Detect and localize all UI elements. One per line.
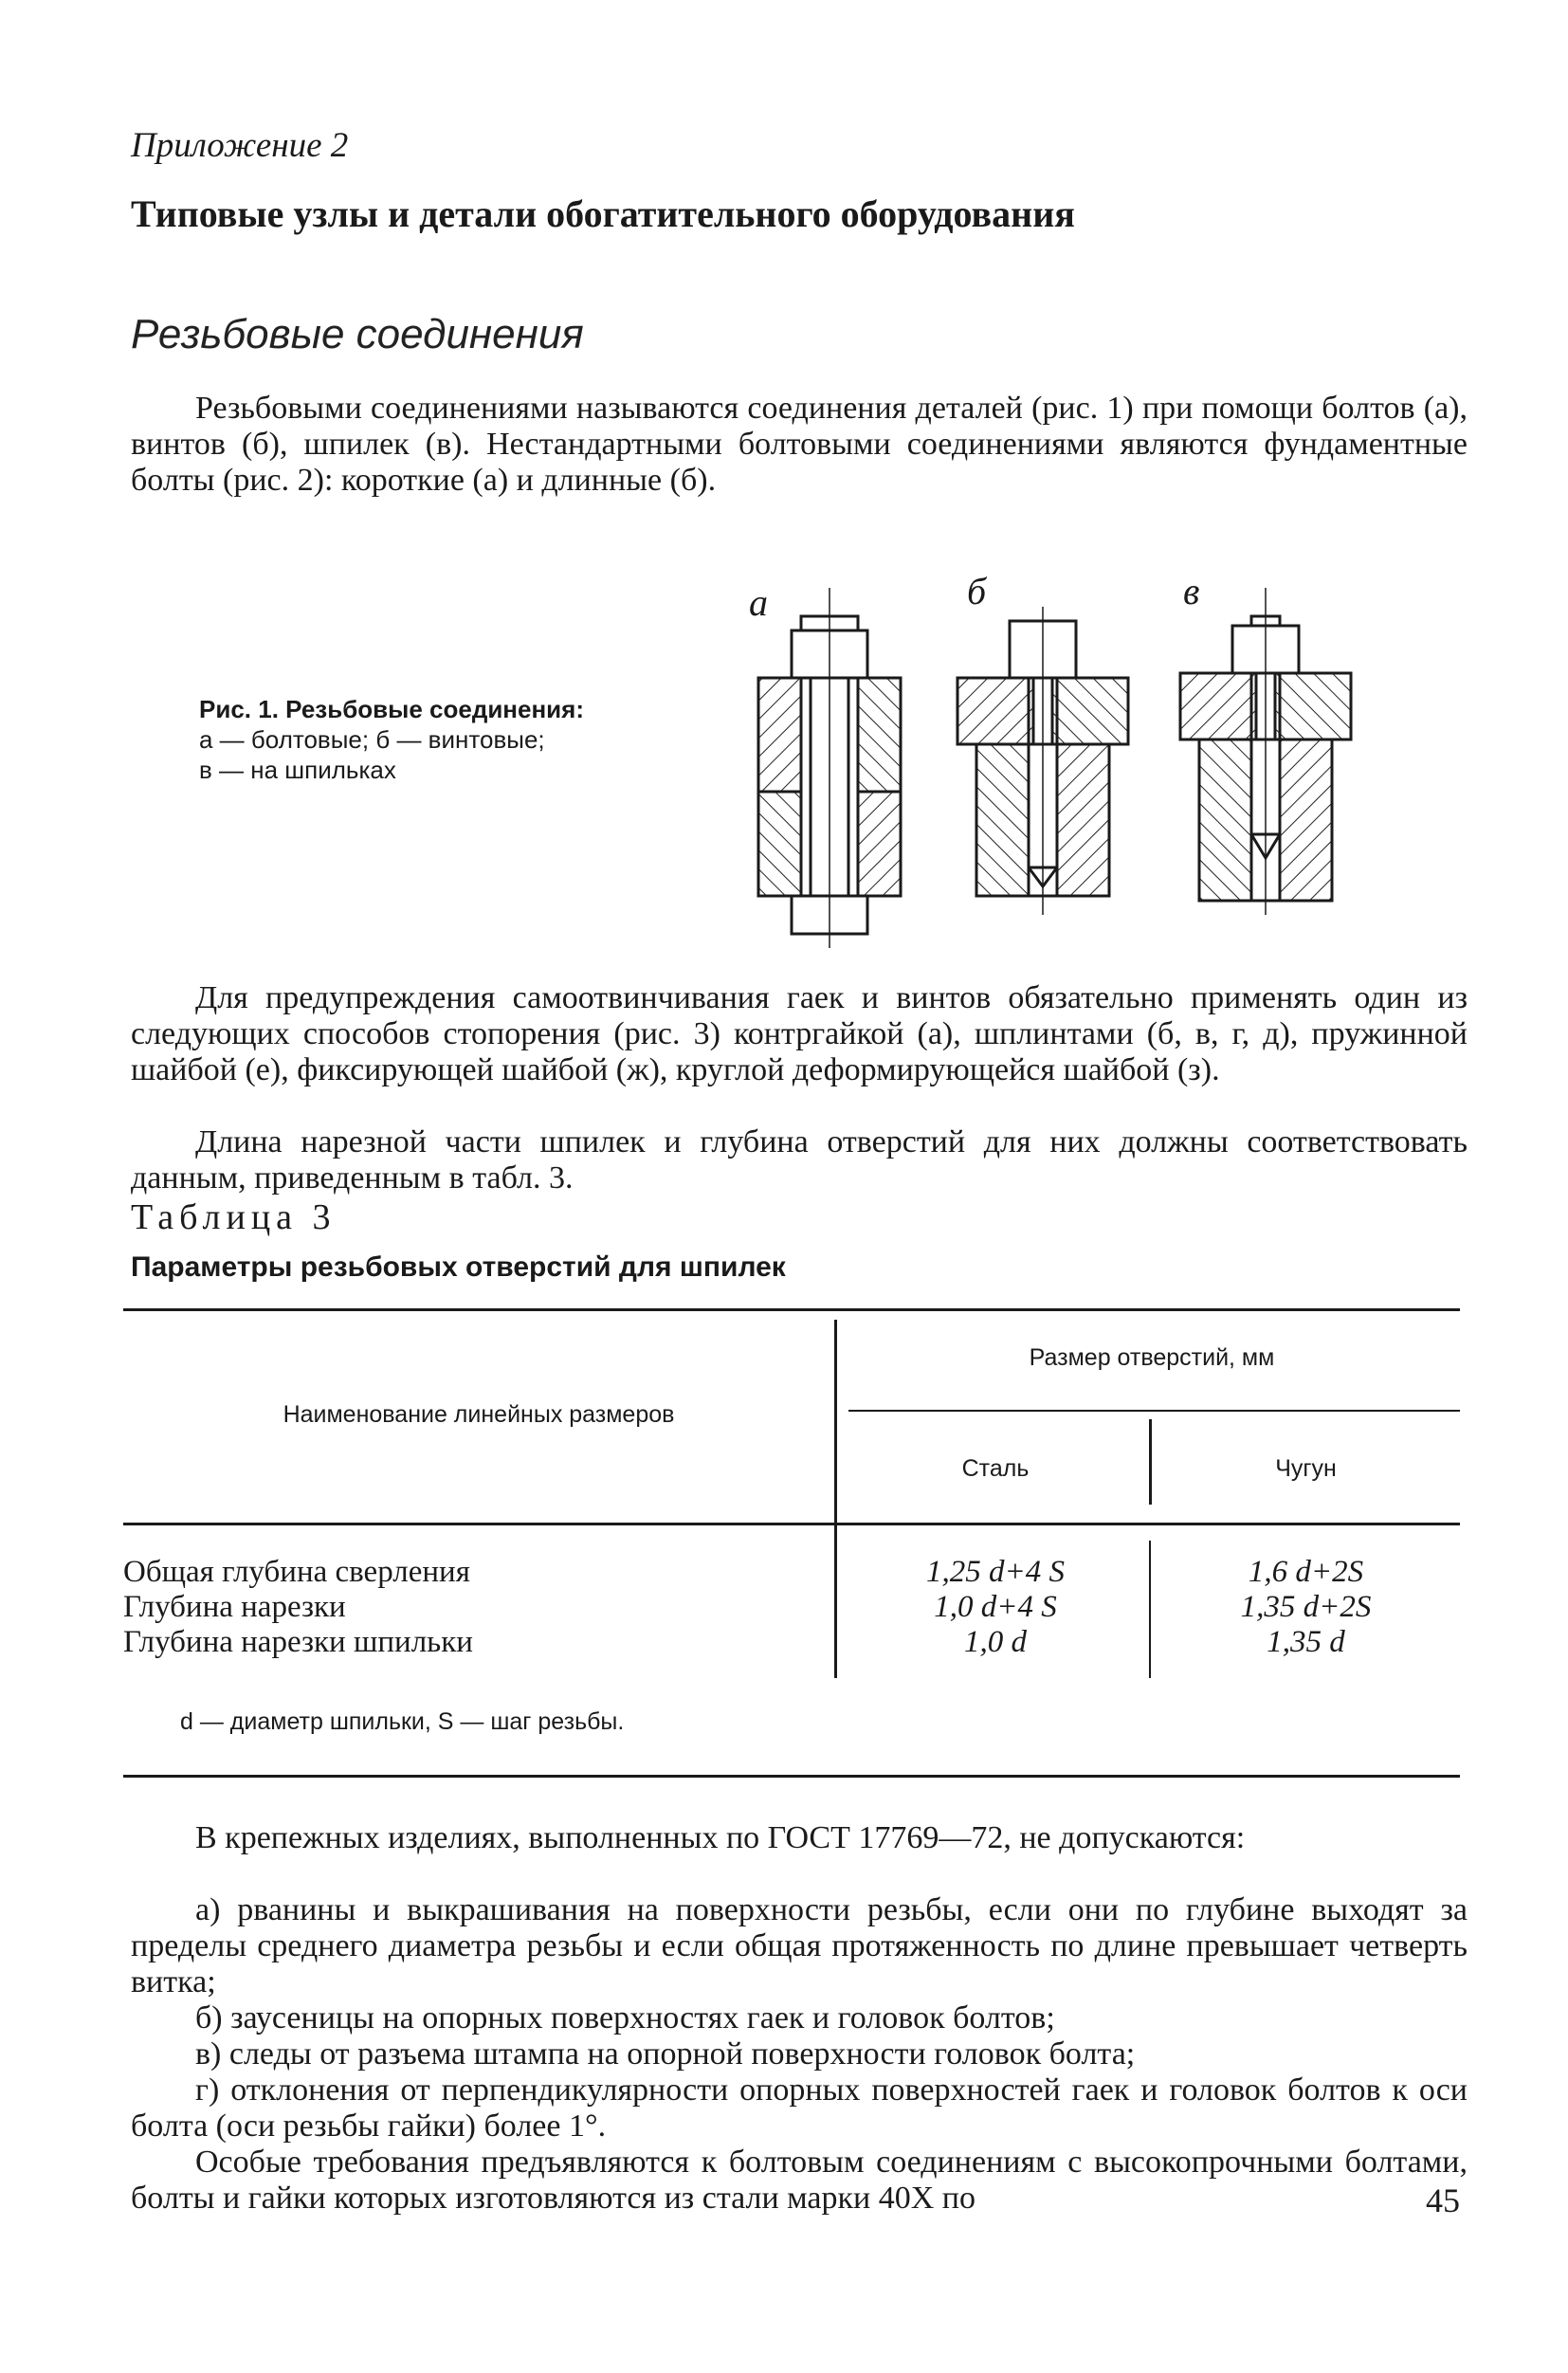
table-label: Таблица 3 [131,1197,337,1237]
figure-caption-line: в — на шпильках [199,756,396,784]
table-cell-iron: 1,6 d+2S [1248,1555,1364,1589]
table-cell-name: Глубина нарезки [123,1590,346,1624]
table-column-steel [844,1555,1147,1660]
table-top-rule [123,1308,1460,1311]
figure-caption-title: Рис. 1. Резьбовые соединения: [199,695,584,723]
table-title: Параметры резьбовых отверстий для шпилек [131,1251,786,1283]
table-header-iron: Чугун [1275,1455,1337,1482]
table-head-bottom-rule [123,1523,1460,1525]
table-cell-iron: 1,35 d+2S [1240,1590,1372,1624]
page-number: 45 [1426,2181,1460,2219]
stud-joint-drawing [1180,588,1351,915]
table-divider [834,1320,837,1678]
figure-letter-b: б [967,570,987,612]
list-item: а) рванины и выкрашивания на поверхности резьбы, если они по глубине выходят за пределы среднего диаметра резьбы и если общая протяженность по длине превышает четверть витка; [131,1892,1468,1999]
bolted-joint-drawing [758,588,901,948]
table-head-divider [848,1410,1460,1412]
table-cell-steel: 1,25 d+4 S [925,1555,1066,1589]
list-item: г) отклонения от перпендикулярности опорных поверхностей гаек и головок болтов к оси болта (оси резьбы гайки) более 1°. [131,2072,1468,2144]
table-divider [1149,1541,1151,1678]
page-title: Типовые узлы и детали обогатительного оборудования [131,192,1075,235]
figure-letter-v: в [1183,570,1200,612]
gost-paragraph: В крепежных изделиях, выполненных по ГОСТ 17769—72, не допускаются: [195,1820,1246,1855]
figure-letter-a: а [749,581,768,624]
final-paragraph: Особые требования предъявляются к болтовым соединениям с высокопрочными болтами, болты и гайки которых изготовляются из стали марки 40Х по [131,2145,1468,2216]
table-cell-steel: 1,0 d+4 S [934,1590,1057,1624]
table-cell-steel: 1,0 d [964,1625,1027,1659]
figure-caption [199,694,692,785]
figure-caption-line: а — болтовые; б — винтовые; [199,725,545,754]
screwed-joint-drawing [957,607,1128,915]
appendix-label: Приложение 2 [131,126,349,165]
table-header-steel: Сталь [961,1455,1030,1482]
table-row [123,1555,825,1660]
locking-paragraph: Для предупреждения самоотвинчивания гаек и винтов обязательно применять один из следующих способов стопорения (рис. 3) контргайкой (а), шплинтами (б, в, г, д), пружинной шайбой (е), фиксирующей шайбой (ж), круглой деформирующейся шайбой (з). [131,980,1468,1087]
table-cell-name: Глубина нарезки шпильки [123,1625,473,1659]
list-item: б) заусеницы на опорных поверхностях гаек и головок болтов; [195,2000,1055,2035]
table-header-size: Размер отверстий, мм [1029,1344,1275,1371]
intro-paragraph: Резьбовыми соединениями называются соединения деталей (рис. 1) при помощи болтов (а), винтов (б), шпилек (в). Нестандартными болтовыми соединениями являются фундаментные болты (рис. 2): короткие (а) и длинные (б). [131,391,1468,498]
table-footnote: d — диаметр шпильки, S — шаг резьбы. [180,1708,625,1735]
threaded-joints-figure [739,588,1422,948]
table-cell-name: Общая глубина сверления [123,1555,470,1589]
section-subtitle: Резьбовые соединения [131,311,584,357]
table-column-iron [1152,1555,1460,1660]
table-cell-iron: 1,35 d [1267,1625,1345,1659]
length-paragraph: Длина нарезной части шпилек и глубина отверстий для них должны соответствовать данным, приведенным в табл. 3. [131,1124,1468,1196]
table-bottom-rule [123,1775,1460,1778]
table-header-name: Наименование линейных размеров [283,1401,675,1428]
list-item: в) следы от разъема штампа на опорной поверхности головок болта; [195,2036,1136,2072]
